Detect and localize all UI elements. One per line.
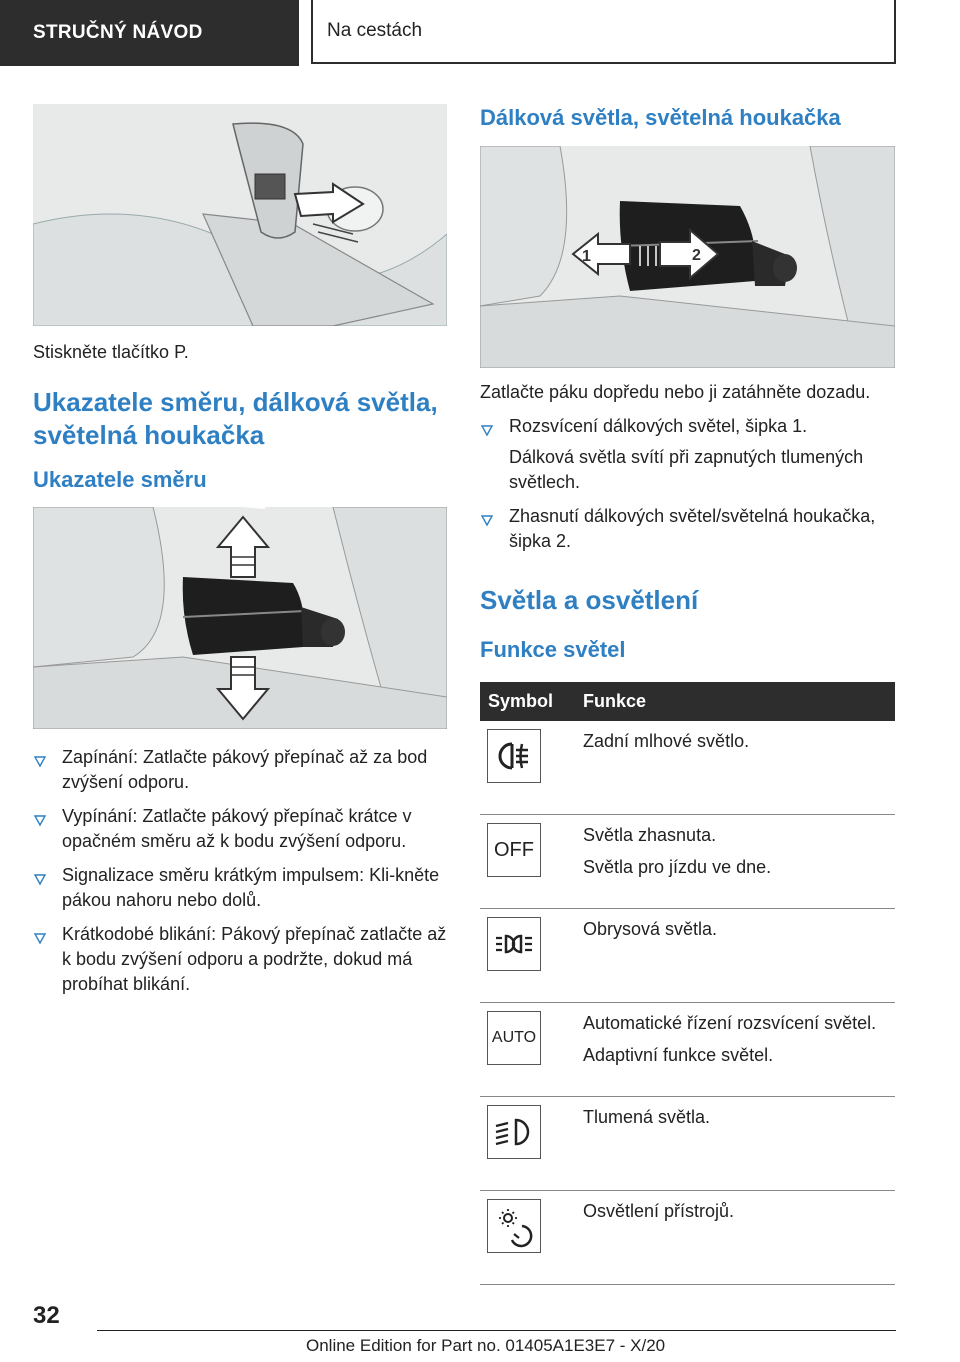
auto-icon: AUTO [487, 1011, 541, 1065]
list-item: Zapínání: Zatlačte pákový přepínač až za bod zvýšení odporu. [33, 745, 447, 795]
table-row [480, 721, 895, 815]
chapter-title: Na cestách [311, 0, 896, 64]
table-row [480, 909, 895, 1003]
table-row [480, 1003, 895, 1097]
arrow-2-label: 2 [692, 247, 701, 264]
list-item: Zhasnutí dálkových světel/světelná houkačka, šipka 2. [480, 504, 895, 554]
column-header-symbol: Symbol [480, 682, 583, 721]
parking-lights-icon [487, 917, 541, 971]
low-beam-icon [487, 1105, 541, 1159]
high-beam-intro: Zatlačte páku dopředu nebo ji zatáhněte dozadu. [480, 382, 871, 402]
function-text: Světla zhasnuta. [583, 825, 717, 845]
press-p-caption: Stiskněte tlačítko P. [33, 342, 189, 362]
list-item: Vypínání: Zatlačte pákový přepínač krátce v opačném směru až k bodu zvýšení odporu. [33, 804, 447, 854]
edition-note: Online Edition for Part no. 01405A1E3E7 - X/20 [306, 1336, 666, 1355]
list-item: Krátkodobé blikání: Pákový přepínač zatlačte až k bodu zvýšení odporu a podržte, dokud má probíhat blikání. [33, 922, 447, 997]
function-text: Automatické řízení rozsvícení světel. [583, 1013, 877, 1033]
function-text: Obrysová světla. [583, 919, 718, 939]
arrow-1-label: 1 [582, 248, 591, 265]
function-text: Zadní mlhové světlo. [583, 731, 750, 751]
gear-selector-illustration [33, 104, 447, 326]
table-row [480, 815, 895, 909]
turn-signal-subheading: Ukazatele směru [33, 467, 207, 492]
high-beam-lever-illustration [480, 146, 895, 368]
list-item: Rozsvícení dálkových světel, šipka 1. Dálková světla svítí při zapnutých tlumených světlech. [480, 414, 895, 495]
function-text: Osvětlení přístrojů. [583, 1201, 735, 1221]
instrument-lighting-icon [487, 1199, 541, 1253]
left-column [33, 104, 447, 997]
off-icon: OFF [487, 823, 541, 877]
right-column [480, 104, 895, 1285]
function-text: Adaptivní funkce světel. [583, 1045, 774, 1065]
page-header [0, 0, 960, 66]
light-functions-heading: Funkce světel [480, 637, 626, 662]
turn-signal-heading: Ukazatele směru, dálková světla, světelná houkačka [33, 387, 438, 450]
high-beam-heading: Dálková světla, světelná houkačka [480, 105, 841, 130]
page-number: 32 [33, 1302, 60, 1329]
section-title: STRUČNÝ NÁVOD [0, 0, 299, 66]
table-row [480, 1097, 895, 1191]
lights-heading: Světla a osvětlení [480, 585, 699, 615]
turn-signal-instructions [33, 745, 447, 997]
table-row [480, 1191, 895, 1285]
high-beam-instructions [480, 414, 895, 554]
list-item: Signalizace směru krátkým impulsem: Kli‐kněte pákou nahoru nebo dolů. [33, 863, 447, 913]
footer-divider [97, 1330, 896, 1331]
light-functions-table [480, 682, 895, 1285]
column-header-function: Funkce [583, 682, 895, 721]
function-text: Světla pro jízdu ve dne. [583, 857, 772, 877]
function-text: Tlumená světla. [583, 1107, 711, 1127]
turn-signal-lever-illustration [33, 507, 447, 729]
rear-fog-light-icon [487, 729, 541, 783]
